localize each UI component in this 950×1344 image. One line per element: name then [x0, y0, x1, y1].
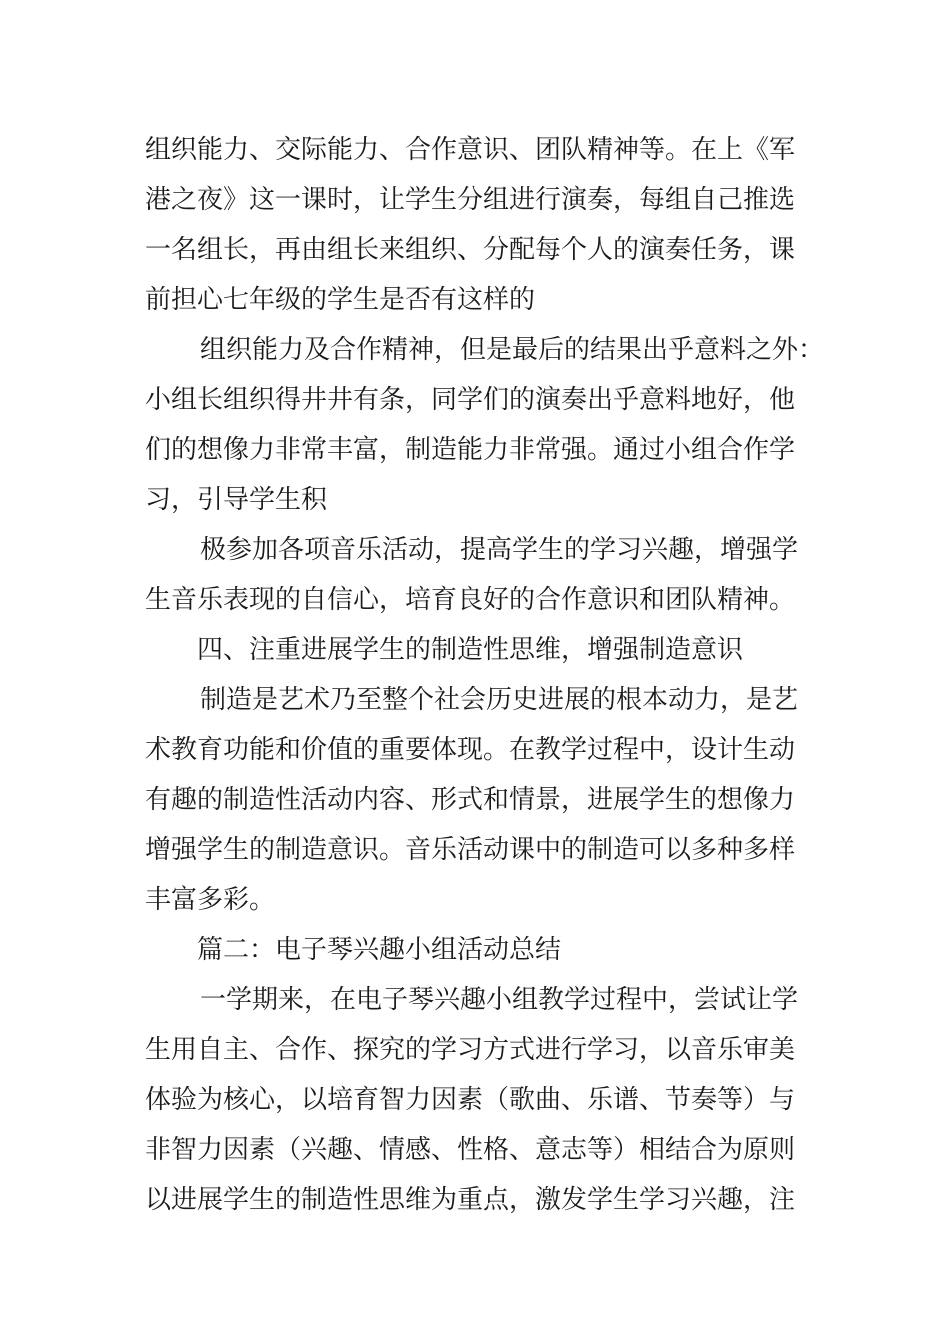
text-line: 一学期来，在电子琴兴趣小组教学过程中，尝试让学 — [200, 985, 799, 1015]
text-line: 生用自主、合作、探究的学习方式进行学习，以音乐审美 — [145, 1035, 796, 1065]
text-line: 前担心七年级的学生是否有这样的 — [145, 285, 536, 315]
text-line: 们的想像力非常丰富，制造能力非常强。通过小组合作学 — [145, 435, 796, 465]
text-line: 习，引导学生积 — [145, 485, 328, 515]
text-line: 组织能力及合作精神，但是最后的结果出乎意料之外： — [200, 335, 825, 365]
document-body — [145, 125, 825, 1225]
text-line: 有趣的制造性活动内容、形式和情景，进展学生的想像力 — [145, 785, 796, 815]
text-line: 小组长组织得井井有条，同学们的演奏出乎意料地好，他 — [145, 385, 796, 415]
text-line: 生音乐表现的自信心，培育良好的合作意识和团队精神。 — [145, 585, 796, 615]
text-line: 港之夜》这一课时，让学生分组进行演奏，每组自己推选 — [145, 185, 796, 215]
section-heading: 篇二：电子琴兴趣小组活动总结 — [197, 935, 562, 965]
text-line: 增强学生的制造意识。音乐活动课中的制造可以多种多样 — [145, 835, 796, 865]
section-heading: 四、注重进展学生的制造性思维，增强制造意识 — [197, 635, 744, 665]
text-line: 极参加各项音乐活动，提高学生的学习兴趣，增强学 — [200, 535, 799, 565]
text-line: 非智力因素（兴趣、情感、性格、意志等）相结合为原则 — [145, 1135, 796, 1165]
text-line: 组织能力、交际能力、合作意识、团队精神等。在上《军 — [145, 135, 796, 165]
text-line: 一名组长，再由组长来组织、分配每个人的演奏任务，课 — [145, 235, 796, 265]
text-line: 术教育功能和价值的重要体现。在教学过程中，设计生动 — [145, 735, 796, 765]
text-line: 丰富多彩。 — [145, 885, 276, 915]
text-line: 体验为核心，以培育智力因素（歌曲、乐谱、节奏等）与 — [145, 1085, 796, 1115]
text-line: 以进展学生的制造性思维为重点，激发学生学习兴趣，注 — [145, 1185, 796, 1215]
text-line: 制造是艺术乃至整个社会历史进展的根本动力，是艺 — [200, 685, 799, 715]
